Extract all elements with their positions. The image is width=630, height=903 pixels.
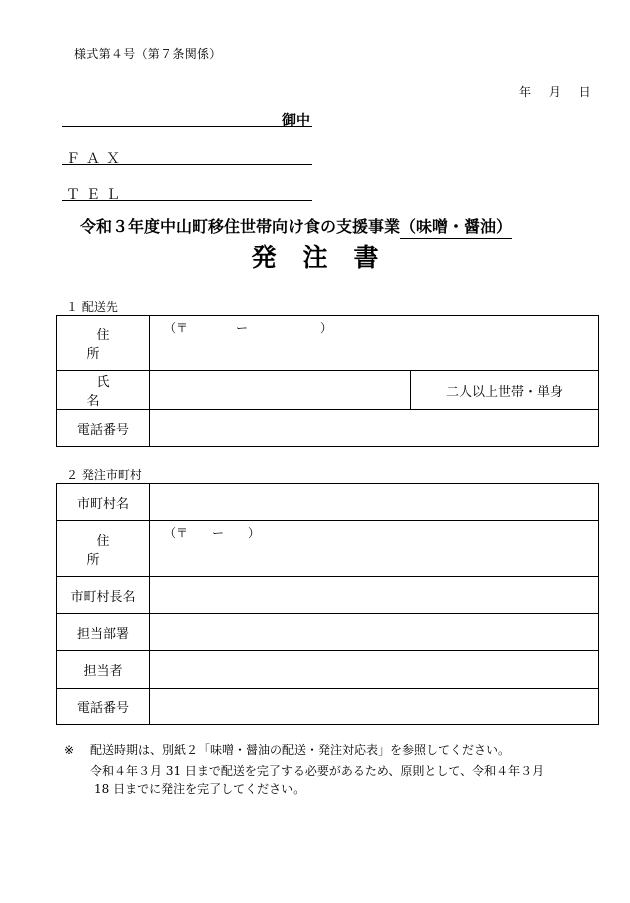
person-in-charge-row — [57, 651, 599, 689]
form-title-subheading — [80, 214, 512, 237]
municipality-address-field[interactable] — [150, 521, 599, 577]
recipient-name-line[interactable] — [62, 126, 312, 127]
date-field[interactable]: 年 月 日 — [519, 85, 591, 99]
municipality-address-row — [57, 521, 599, 577]
delivery-address-label: 住 所 — [57, 316, 150, 371]
fax-label: ＦＡＸ — [66, 151, 126, 167]
delivery-phone-label: 電話番号 — [57, 410, 150, 447]
department-field[interactable] — [150, 614, 599, 651]
delivery-name-label: 氏 名 — [57, 371, 150, 410]
note-line-3: 18 日までに発注を完了してください。 — [94, 782, 306, 796]
municipality-address-label: 住 所 — [57, 521, 150, 577]
mayor-name-label: 市町村長名 — [57, 577, 150, 614]
recipient-suffix: 御中 — [282, 113, 310, 129]
municipality-postal-code: （〒 ー ） — [164, 526, 261, 540]
note-mark: ※ — [64, 743, 75, 757]
delivery-name-field[interactable] — [150, 371, 411, 410]
delivery-postal-code: （〒 ー ） — [164, 321, 333, 335]
section-delivery-heading: １ 配送先 — [66, 300, 118, 314]
tel-number-line[interactable] — [62, 200, 312, 201]
municipality-phone-label: 電話番号 — [57, 689, 150, 725]
municipality-table — [56, 483, 599, 725]
mayor-name-field[interactable] — [150, 577, 599, 614]
delivery-address-field[interactable] — [150, 316, 599, 371]
municipality-phone-field[interactable] — [150, 689, 599, 725]
delivery-name-row — [57, 371, 599, 410]
fax-number-line[interactable] — [62, 164, 312, 165]
municipality-name-row — [57, 484, 599, 521]
delivery-address-row — [57, 316, 599, 371]
program-item: （味噌・醤油） — [400, 217, 512, 239]
note-line-1: 配送時期は、別紙２「味噌・醤油の配送・発注対応表」を参照してください。 — [90, 743, 511, 757]
household-type-option[interactable]: 二人以上世帯・単身 — [411, 371, 599, 410]
delivery-table — [56, 315, 599, 447]
department-label: 担当部署 — [57, 614, 150, 651]
section-municipality-heading: ２ 発注市町村 — [66, 468, 142, 482]
form-title: 発注書 — [251, 243, 405, 272]
mayor-name-row — [57, 577, 599, 614]
department-row — [57, 614, 599, 651]
municipality-name-label: 市町村名 — [57, 484, 150, 521]
delivery-phone-row — [57, 410, 599, 447]
person-in-charge-label: 担当者 — [57, 651, 150, 689]
municipality-name-field[interactable] — [150, 484, 599, 521]
program-name: 令和３年度中山町移住世帯向け食の支援事業 — [80, 217, 401, 236]
municipality-phone-row — [57, 689, 599, 725]
note-line-2: 令和４年３月 31 日まで配送を完了する必要があるため、原則として、令和４年３月 — [90, 764, 545, 778]
delivery-phone-field[interactable] — [150, 410, 599, 447]
tel-label: ＴＥＬ — [66, 187, 126, 203]
person-in-charge-field[interactable] — [150, 651, 599, 689]
form-number: 様式第４号（第７条関係） — [74, 47, 222, 61]
